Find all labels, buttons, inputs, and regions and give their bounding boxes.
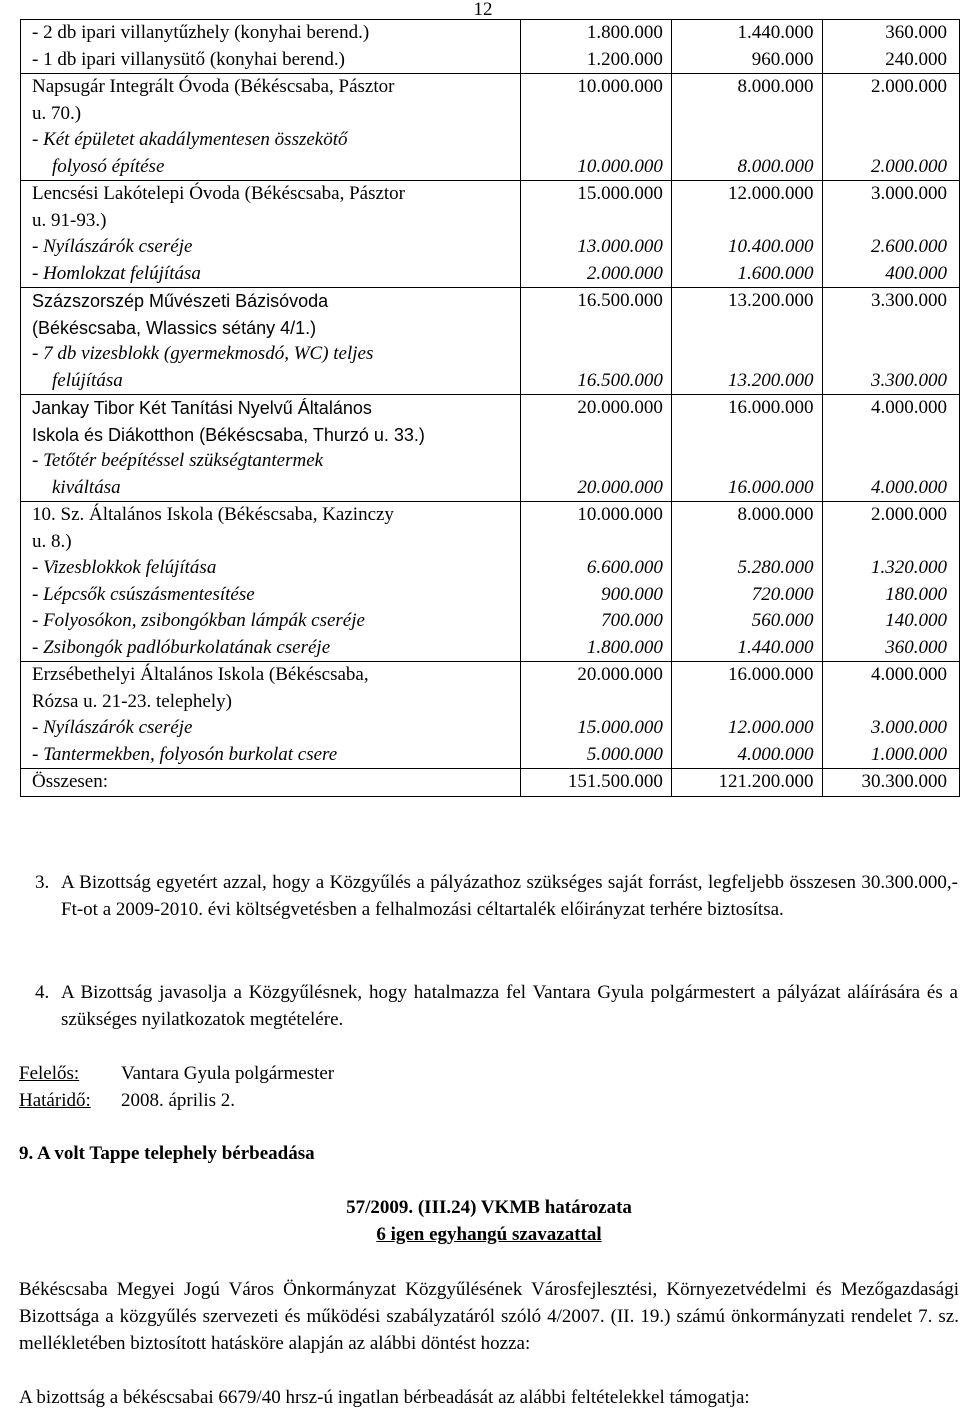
- row-label: - Vizesblokkok felújítása: [32, 557, 217, 578]
- amount-value: 10.000.000: [577, 504, 663, 525]
- amount-value: [823, 341, 947, 368]
- amount-cell-a: [521, 74, 672, 181]
- row-label: Százszorszép Művészeti Bázisóvoda: [32, 291, 329, 311]
- amount-value: [521, 448, 663, 475]
- amount-value: 1.600.000: [737, 262, 814, 284]
- row-label: - Tantermekben, folyosón burkolat csere: [32, 743, 338, 765]
- deadline-line: [19, 1087, 959, 1114]
- table-row: [21, 181, 960, 288]
- amount-cell-b: [671, 74, 822, 181]
- row-label: u. 8.): [32, 530, 72, 552]
- row-label: - Tetőtér beépítéssel szükségtantermek: [32, 450, 324, 471]
- resolution-title: 57/2009. (III.24) VKMB határozata: [346, 1197, 632, 1218]
- amount-cell-a: [521, 395, 672, 502]
- amount-cell-a: [521, 502, 672, 662]
- amount-value: 4.000.000: [871, 664, 947, 685]
- table-row: [21, 769, 960, 797]
- item-4: [35, 979, 958, 1033]
- amount-cell-c: [822, 502, 959, 662]
- amount-value: 20.000.000: [577, 397, 663, 418]
- amount-value: 15.000.000: [577, 717, 663, 738]
- amount-cell-c: [822, 288, 959, 395]
- amount-value: 8.000.000: [737, 76, 814, 97]
- amount-value: 20.000.000: [577, 664, 663, 685]
- amount-value: 13.000.000: [577, 236, 663, 257]
- amount-value: 3.300.000: [871, 290, 947, 311]
- amount-value: 900.000: [601, 583, 663, 605]
- amount-cell-a: [521, 181, 672, 288]
- deadline-value: 2008. április 2.: [121, 1090, 235, 1111]
- amount-value: 6.600.000: [586, 557, 663, 578]
- amount-value: 30.300.000: [861, 771, 947, 792]
- amount-value: 3.000.000: [871, 717, 947, 738]
- amount-value: [521, 127, 663, 154]
- amount-value: [823, 315, 947, 342]
- amount-value: [672, 689, 814, 716]
- amount-value: 4.000.000: [871, 476, 947, 498]
- resolution-vote-text: 6 igen egyhangú szavazattal: [376, 1224, 602, 1245]
- item-3-text: A Bizottság egyetért azzal, hogy a Közgyűlés a pályázathoz szükséges saját forrást, legfeljebb összesen 30.300.000,- Ft-ot a 2009-2010. évi költségvetésben a felhalmozási céltartalék előirányzat terhére biztosítsa.: [61, 872, 958, 920]
- project-name-cell: [21, 181, 521, 288]
- deadline-label: Határidő:: [19, 1090, 91, 1111]
- project-name-cell: [21, 74, 521, 181]
- amount-cell-c: [822, 395, 959, 502]
- item-3-label: 3.: [35, 872, 50, 893]
- item-3: [35, 869, 958, 923]
- resolution-vote: [19, 1221, 959, 1248]
- project-name-cell: [21, 395, 521, 502]
- amount-value: 1.000.000: [871, 743, 947, 765]
- amount-value: 1.320.000: [871, 557, 947, 578]
- body-paragraph: Békéscsaba Megyei Jogú Város Önkormányzat Közgyűlésének Városfejlesztési, Környezetvédelmi és Mezőgazdasági Bizottsága a közgyűlés szervezeti és működési szabályzatáról szóló 4/2007. (II. 19.) számú önkormányzati rendelet 7. sz. mellékletében biztosított hatásköre alapján az alábbi döntést hozza:: [19, 1279, 959, 1354]
- amount-value: 121.200.000: [718, 771, 814, 792]
- amount-value: 8.000.000: [737, 504, 814, 525]
- amount-cell-c: [822, 662, 959, 769]
- row-label: - Homlokzat felújítása: [32, 262, 201, 284]
- amount-value: 10.400.000: [728, 236, 814, 257]
- row-label: Rózsa u. 21-23. telephely): [32, 690, 232, 712]
- amount-value: 16.500.000: [577, 290, 663, 311]
- amount-value: 1.800.000: [586, 22, 663, 43]
- amount-value: 180.000: [885, 583, 947, 605]
- amount-cell-b: [671, 502, 822, 662]
- amount-value: [672, 208, 814, 235]
- amount-value: [672, 101, 814, 128]
- amount-value: 2.600.000: [871, 236, 947, 257]
- amount-value: [823, 101, 947, 128]
- amount-value: 140.000: [885, 610, 947, 631]
- amount-value: 13.200.000: [728, 369, 814, 391]
- amount-value: 12.000.000: [728, 717, 814, 738]
- row-label: - 1 db ipari villanysütő (konyhai berend.): [32, 48, 345, 70]
- table-row: [21, 20, 960, 74]
- amount-value: 5.000.000: [586, 743, 663, 765]
- amount-value: 15.000.000: [577, 183, 663, 204]
- amount-value: 5.280.000: [737, 557, 814, 578]
- amount-value: [823, 127, 947, 154]
- amount-value: [672, 529, 814, 556]
- responsible-label: Felelős:: [19, 1063, 80, 1084]
- amount-cell-a: [521, 20, 672, 74]
- project-name-cell: [21, 769, 521, 797]
- amount-value: 1.440.000: [737, 636, 814, 658]
- amount-value: 20.000.000: [577, 476, 663, 498]
- last-line: A bizottság a békéscsabai 6679/40 hrsz-ú ingatlan bérbeadását az alábbi feltételekkel támogatja:: [19, 1387, 750, 1408]
- amount-cell-b: [671, 20, 822, 74]
- table-row: [21, 74, 960, 181]
- amount-cell-b: [671, 288, 822, 395]
- row-label: kiváltása: [52, 476, 121, 498]
- amount-value: [521, 341, 663, 368]
- amount-value: [521, 101, 663, 128]
- amount-value: 3.000.000: [871, 183, 947, 204]
- amount-value: 10.000.000: [577, 155, 663, 177]
- row-label: Erzsébethelyi Általános Iskola (Békéscsaba,: [32, 664, 369, 685]
- row-label: u. 91-93.): [32, 209, 107, 231]
- amount-value: 960.000: [751, 48, 814, 70]
- amount-value: 16.500.000: [577, 369, 663, 391]
- amount-value: [823, 448, 947, 475]
- amount-value: 360.000: [885, 636, 947, 658]
- amount-value: 1.440.000: [737, 22, 814, 43]
- row-label: - 7 db vizesblokk (gyermekmosdó, WC) teljes: [32, 343, 374, 364]
- amount-value: [521, 315, 663, 342]
- amount-value: 2.000.000: [871, 155, 947, 177]
- amount-value: 10.000.000: [577, 76, 663, 97]
- amount-value: [823, 529, 947, 556]
- row-label: (Békéscsaba, Wlassics sétány 4/1.): [32, 317, 317, 338]
- amount-value: 360.000: [885, 22, 947, 43]
- amount-value: 560.000: [751, 610, 814, 631]
- responsible-line: [19, 1060, 959, 1087]
- row-label: - 2 db ipari villanytűzhely (konyhai berend.): [32, 22, 370, 43]
- row-label: 10. Sz. Általános Iskola (Békéscsaba, Kazinczy: [32, 504, 394, 525]
- amount-value: [823, 208, 947, 235]
- amount-cell-c: [822, 181, 959, 288]
- amount-value: [672, 448, 814, 475]
- amount-value: 3.300.000: [871, 369, 947, 391]
- amount-value: [823, 422, 947, 449]
- amount-value: 700.000: [601, 610, 663, 631]
- row-label: - Zsibongók padlóburkolatának cseréje: [32, 636, 331, 658]
- amount-cell-a: [521, 288, 672, 395]
- amount-value: [672, 127, 814, 154]
- row-label: u. 70.): [32, 102, 82, 124]
- row-label: felújítása: [52, 369, 123, 391]
- amount-cell-c: [822, 74, 959, 181]
- table-row: [21, 288, 960, 395]
- amount-value: 4.000.000: [737, 743, 814, 765]
- amount-value: [521, 689, 663, 716]
- row-label: Iskola és Diákotthon (Békéscsaba, Thurzó u. 33.): [32, 424, 425, 445]
- section-title: 9. A volt Tappe telephely bérbeadása: [19, 1143, 315, 1164]
- amount-value: 400.000: [885, 262, 947, 284]
- amount-value: [823, 689, 947, 716]
- budget-table: [20, 19, 960, 797]
- amount-value: 2.000.000: [871, 76, 947, 97]
- row-label: - Két épületet akadálymentesen összekötő: [32, 129, 348, 150]
- row-label: Jankay Tibor Két Tanítási Nyelvű Általános: [32, 398, 372, 418]
- row-label: - Lépcsők csúszásmentesítése: [32, 583, 255, 605]
- row-label: - Folyosókon, zsibongókban lámpák cseréje: [32, 610, 365, 631]
- project-name-cell: [21, 502, 521, 662]
- amount-value: 12.000.000: [728, 183, 814, 204]
- project-name-cell: [21, 288, 521, 395]
- project-name-cell: [21, 20, 521, 74]
- amount-cell-b: [671, 395, 822, 502]
- amount-cell-b: [671, 662, 822, 769]
- amount-value: 2.000.000: [871, 504, 947, 525]
- amount-value: 16.000.000: [728, 397, 814, 418]
- amount-value: 1.200.000: [586, 48, 663, 70]
- amount-value: 1.800.000: [586, 636, 663, 658]
- amount-value: [672, 422, 814, 449]
- amount-value: [672, 315, 814, 342]
- row-label: Összesen:: [32, 771, 108, 792]
- amount-cell-b: [671, 769, 822, 797]
- row-label: - Nyílászárók cseréje: [32, 236, 193, 257]
- table-row: [21, 662, 960, 769]
- amount-cell-c: [822, 769, 959, 797]
- amount-value: 4.000.000: [871, 397, 947, 418]
- row-label: folyosó építése: [52, 155, 165, 177]
- table-row: [21, 502, 960, 662]
- item-4-label: 4.: [35, 982, 50, 1003]
- amount-cell-a: [521, 769, 672, 797]
- amount-value: 720.000: [751, 583, 814, 605]
- amount-value: [521, 208, 663, 235]
- amount-value: 16.000.000: [728, 664, 814, 685]
- row-label: Lencsési Lakótelepi Óvoda (Békéscsaba, Pásztor: [32, 183, 406, 204]
- amount-cell-b: [671, 181, 822, 288]
- amount-value: [521, 529, 663, 556]
- amount-value: 2.000.000: [586, 262, 663, 284]
- project-name-cell: [21, 662, 521, 769]
- amount-value: 240.000: [885, 48, 947, 70]
- amount-cell-a: [521, 662, 672, 769]
- amount-value: 8.000.000: [737, 155, 814, 177]
- amount-value: 151.500.000: [567, 771, 663, 792]
- amount-value: [521, 422, 663, 449]
- amount-value: 16.000.000: [728, 476, 814, 498]
- amount-cell-c: [822, 20, 959, 74]
- amount-value: 13.200.000: [728, 290, 814, 311]
- table-row: [21, 395, 960, 502]
- row-label: - Nyílászárók cseréje: [32, 717, 193, 738]
- item-4-text: A Bizottság javasolja a Közgyűlésnek, hogy hatalmazza fel Vantara Gyula polgármestert a pályázat aláírására és a szükséges nyilatkozatok megtételére.: [61, 982, 958, 1030]
- amount-value: [672, 341, 814, 368]
- responsible-value: Vantara Gyula polgármester: [121, 1063, 335, 1084]
- page-number: 12: [473, 0, 493, 20]
- row-label: Napsugár Integrált Óvoda (Békéscsaba, Pásztor: [32, 76, 395, 97]
